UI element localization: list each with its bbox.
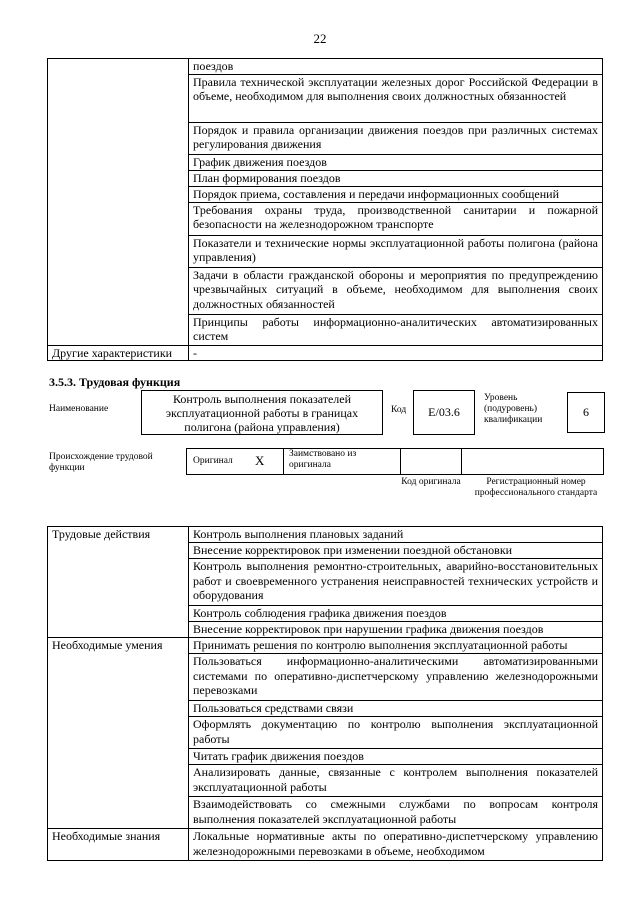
table-row-label: Трудовые действия [48, 527, 189, 638]
level-label: Уровень (подуровень) квалификации [484, 393, 543, 425]
table-cell: Внесение корректировок при изменении поездной обстановки [189, 543, 603, 559]
borrowed-label: Заимствовано из оригинала [289, 449, 357, 470]
table-cell: Принципы работы информационно-аналитических автоматизированных систем [189, 314, 603, 345]
table-cell: Читать график движения поездов [189, 749, 603, 765]
table-cell: Локальные нормативные акты по оперативно-диспетчерскому управлению железнодорожными перевозками в объеме, необходимом [189, 829, 603, 861]
table-cell: Пользоваться информационно-аналитическими автоматизированными системами по оперативно-диспетчерскому управлению железнодорожными перевозками [189, 654, 603, 701]
table-cell: Взаимодействовать со смежными службами по вопросам контроля выполнения показателей эксплуатационной работы [189, 797, 603, 829]
code-box [413, 390, 475, 435]
table-cell: Принимать решения по контролю выполнения эксплуатационной работы [189, 638, 603, 654]
table-cell: Показатели и технические нормы эксплуатационной работы полигона (района управления) [189, 235, 603, 267]
function-name-value: Контроль выполнения показателей эксплуатационной работы в границах полигона (района управления) [165, 392, 359, 434]
table-cell: Контроль соблюдения графика движения поездов [189, 606, 603, 622]
section-heading: 3.5.3. Трудовая функция [49, 375, 181, 389]
divider [461, 448, 462, 475]
table-cell-empty [48, 59, 189, 346]
table-cell: Пользоваться средствами связи [189, 701, 603, 717]
table-cell: - [189, 345, 603, 361]
table-row-label: Необходимые знания [48, 829, 189, 861]
origin-label: Происхождение трудовой функции [49, 452, 153, 473]
table-cell: Порядок и правила организации движения поездов при различных системах регулирования движения [189, 122, 603, 154]
level-box [567, 392, 605, 433]
table-row-label: Другие характеристики [48, 345, 189, 361]
divider [283, 448, 284, 475]
page-number: 22 [313, 31, 327, 46]
table-cell: График движения поездов [189, 154, 603, 170]
table-cell: Анализировать данные, связанные с контролем выполнения показателей эксплуатационной работы [189, 765, 603, 797]
table-cell: Порядок приема, составления и передачи информационных сообщений [189, 186, 603, 202]
table-cell: Задачи в области гражданской обороны и мероприятия по предупреждению чрезвычайных ситуаций в объеме, необходимом для выполнения своих должностных обязанностей [189, 267, 603, 314]
origin-box [186, 448, 604, 475]
code-value: E/03.6 [428, 405, 460, 419]
table-cell: поездов [189, 59, 603, 75]
name-label: Наименование [49, 404, 109, 414]
original-mark: X [255, 453, 265, 468]
table-row-label: Необходимые умения [48, 638, 189, 829]
table-cell: План формирования поездов [189, 170, 603, 186]
knowledge-table-continued [47, 58, 603, 361]
original-label: Оригинал [193, 456, 233, 466]
code-original-label: Код оригинала [401, 477, 461, 487]
table-cell: Контроль выполнения ремонтно-строительных, аварийно-восстановительных работ и своевременного устранения неисправностей технических устройств и оборудования [189, 559, 603, 606]
table-cell: Внесение корректировок при нарушении графика движения поездов [189, 622, 603, 638]
level-value: 6 [583, 405, 589, 419]
divider [400, 448, 401, 475]
table-cell: Требования охраны труда, производственной санитарии и пожарной безопасности на железнодорожном транспорте [189, 202, 603, 235]
table-cell: Оформлять документацию по контролю выполнения эксплуатационной работы [189, 717, 603, 749]
reg-number-label: Регистрационный номер профессионального стандарта [474, 477, 598, 498]
labor-function-table [47, 526, 603, 861]
table-cell: Контроль выполнения плановых заданий [189, 527, 603, 543]
code-label: Код [391, 405, 407, 415]
function-name-box [141, 390, 383, 435]
table-cell: Правила технической эксплуатации железных дорог Российской Федерации в объеме, необходимом для выполнения своих должностных обязанностей [189, 74, 603, 122]
